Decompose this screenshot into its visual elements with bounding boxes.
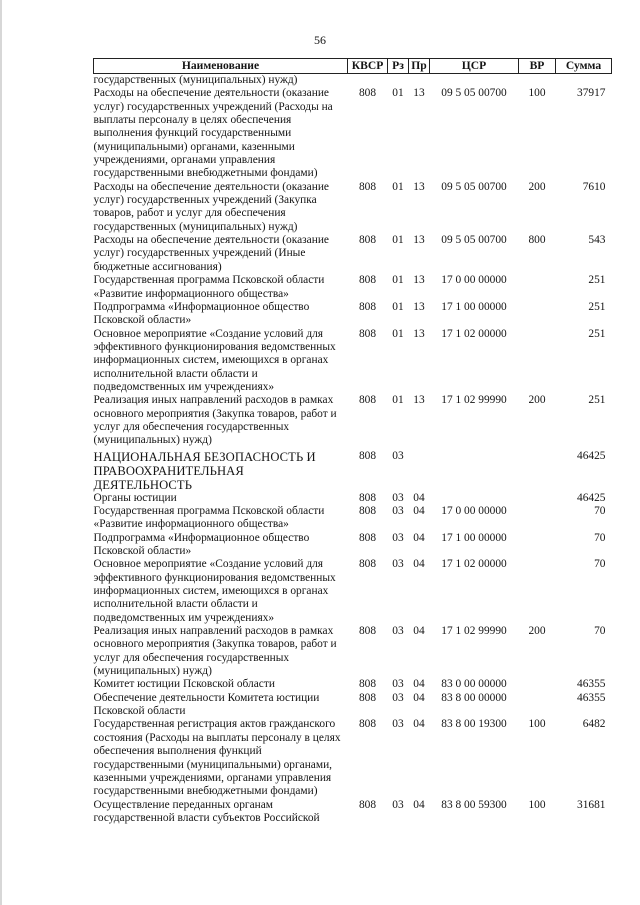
row-rz-cell: 01 xyxy=(392,394,404,407)
header-name: Наименование xyxy=(94,59,348,74)
row-rz-cell: 03 xyxy=(392,678,404,691)
row-vr-cell: 100 xyxy=(528,798,546,811)
row-rz-cell: 03 xyxy=(392,504,404,517)
table-row xyxy=(94,301,612,328)
row-name-cell: Основное мероприятие «Создание условий для эффективного функционирования ведомственных информационных систем, имеющихся в органах исполнительной власти области и подведомственных им учреждениях» xyxy=(93,558,336,624)
row-pr-cell: 04 xyxy=(413,558,425,571)
row-name-cell: Комитет юстиции Псковской области xyxy=(93,678,275,691)
row-rz-cell: 03 xyxy=(392,491,404,504)
header-pr: Пр xyxy=(409,59,430,74)
row-sum-cell: 6482 xyxy=(582,718,606,731)
row-vr-cell xyxy=(519,274,556,301)
row-pr-cell: 13 xyxy=(413,327,425,340)
table-row xyxy=(94,274,612,301)
row-kvsr-cell: 808 xyxy=(358,558,377,571)
row-csr-cell xyxy=(430,448,519,492)
row-name-cell: государственных (муниципальных) нужд) xyxy=(93,74,298,86)
table-row xyxy=(94,74,612,88)
budget-table xyxy=(93,58,612,825)
row-kvsr-cell: 808 xyxy=(358,691,377,704)
row-name-cell: Государственная программа Псковской области «Развитие информационного общества» xyxy=(93,274,325,300)
row-csr-cell xyxy=(430,74,519,88)
table-row xyxy=(94,234,612,274)
row-kvsr-cell: 808 xyxy=(358,327,377,340)
row-pr-cell: 04 xyxy=(413,504,425,517)
row-rz-cell: 01 xyxy=(392,234,404,247)
table-row xyxy=(94,448,612,492)
row-csr-cell: 09 5 05 00700 xyxy=(441,234,507,247)
row-pr-cell: 04 xyxy=(413,531,425,544)
table-header-row xyxy=(94,59,612,74)
row-sum-cell: 251 xyxy=(588,300,606,313)
row-csr-cell: 17 0 00 00000 xyxy=(441,504,507,517)
row-rz-cell: 01 xyxy=(392,327,404,340)
table-row xyxy=(94,718,612,798)
row-csr-cell: 83 0 00 00000 xyxy=(441,678,507,691)
row-csr-cell: 17 1 02 99990 xyxy=(441,625,507,638)
row-csr-cell: 17 1 02 00000 xyxy=(441,558,507,571)
row-name-cell: Расходы на обеспечение деятельности (оказание услуг) государственных учреждений (Закупка товаров, работ и услуг для обеспечения государственных (муниципальных) нужд) xyxy=(93,180,329,233)
row-name-cell: Реализация иных направлений расходов в рамках основного мероприятия (Закупка товаров, работ и услуг для обеспечения государственных (муниципальных) нужд) xyxy=(93,625,337,678)
row-kvsr-cell: 808 xyxy=(358,678,377,691)
row-vr-cell xyxy=(519,692,556,719)
row-rz-cell: 03 xyxy=(392,798,404,811)
row-name-cell: НАЦИОНАЛЬНАЯ БЕЗОПАСНОСТЬ И ПРАВООХРАНИТЕЛЬНАЯ ДЕЯТЕЛЬНОСТЬ xyxy=(93,449,316,492)
row-sum-cell xyxy=(556,74,612,88)
row-kvsr-cell xyxy=(348,74,388,88)
row-sum-cell: 543 xyxy=(588,234,606,247)
row-sum-cell: 70 xyxy=(594,531,606,544)
row-vr-cell: 100 xyxy=(528,87,546,100)
row-csr-cell xyxy=(430,492,519,505)
row-pr-cell: 04 xyxy=(413,798,425,811)
table-row xyxy=(94,328,612,395)
row-rz-cell: 01 xyxy=(392,274,404,287)
row-kvsr-cell: 808 xyxy=(358,300,377,313)
row-vr-cell xyxy=(519,74,556,88)
row-vr-cell xyxy=(519,678,556,691)
row-pr-cell: 13 xyxy=(413,300,425,313)
row-pr-cell xyxy=(409,448,430,492)
table-row xyxy=(94,625,612,678)
table-row xyxy=(94,692,612,719)
row-kvsr-cell: 808 xyxy=(358,531,377,544)
row-kvsr-cell: 808 xyxy=(358,798,377,811)
row-sum-cell: 46355 xyxy=(577,691,606,704)
row-name-cell: Расходы на обеспечение деятельности (оказание услуг) государственных учреждений (Иные бюджетные ассигнования) xyxy=(93,234,329,273)
table-row xyxy=(94,394,612,447)
table-row xyxy=(94,558,612,625)
row-pr-cell: 04 xyxy=(413,491,425,504)
row-kvsr-cell: 808 xyxy=(358,180,377,193)
row-vr-cell xyxy=(519,301,556,328)
row-rz-cell: 01 xyxy=(392,87,404,100)
row-rz-cell: 03 xyxy=(392,531,404,544)
row-name-cell: Обеспечение деятельности Комитета юстиции Псковской области xyxy=(93,691,320,718)
row-csr-cell: 83 8 00 00000 xyxy=(441,691,507,704)
row-pr-cell: 04 xyxy=(413,678,425,691)
table-row xyxy=(94,505,612,532)
row-kvsr-cell: 808 xyxy=(358,504,377,517)
row-rz-cell: 03 xyxy=(392,449,404,462)
row-sum-cell: 46425 xyxy=(577,449,606,462)
table-row xyxy=(94,799,612,826)
row-csr-cell: 17 1 02 00000 xyxy=(441,327,507,340)
row-sum-cell: 46425 xyxy=(577,491,606,504)
row-name-cell: Расходы на обеспечение деятельности (оказание услуг) государственных учреждений (Расходы на выплаты персоналу в целях обеспечения выполнения функций государственными (муниципальными) органами, казенными учреждениями, органами управления государственными внебюджетными фондами) xyxy=(93,87,333,180)
row-pr-cell: 13 xyxy=(413,274,425,287)
row-vr-cell xyxy=(519,328,556,395)
row-vr-cell: 200 xyxy=(528,180,546,193)
row-csr-cell: 17 0 00 00000 xyxy=(441,274,507,287)
row-vr-cell: 800 xyxy=(528,234,546,247)
header-rz: Рз xyxy=(388,59,409,74)
row-vr-cell xyxy=(519,448,556,492)
row-name-cell: Основное мероприятие «Создание условий для эффективного функционирования ведомственных информационных систем, имеющихся в органах исполнительной власти области и подведомственных им учреждениях» xyxy=(93,327,336,393)
row-sum-cell: 70 xyxy=(594,504,606,517)
row-vr-cell: 200 xyxy=(528,625,546,638)
table-row xyxy=(94,678,612,691)
row-pr-cell: 13 xyxy=(413,87,425,100)
header-vr: ВР xyxy=(519,59,556,74)
row-name-cell: Подпрограмма «Информационное общество Псковской области» xyxy=(93,300,310,327)
row-sum-cell: 31681 xyxy=(577,798,606,811)
row-kvsr-cell: 808 xyxy=(358,718,377,731)
row-sum-cell: 251 xyxy=(588,274,606,287)
row-rz-cell: 01 xyxy=(392,300,404,313)
row-vr-cell xyxy=(519,505,556,532)
row-csr-cell: 17 1 00 00000 xyxy=(441,300,507,313)
table-body xyxy=(94,74,612,826)
header-sum: Сумма xyxy=(556,59,612,74)
row-name-cell: Государственная программа Псковской области «Развитие информационного общества» xyxy=(93,504,325,531)
row-name-cell: Реализация иных направлений расходов в рамках основного мероприятия (Закупка товаров, работ и услуг для обеспечения государственных (муниципальных) нужд) xyxy=(93,394,337,447)
row-kvsr-cell: 808 xyxy=(358,87,377,100)
row-sum-cell: 7610 xyxy=(582,180,606,193)
row-name-cell: Осуществление переданных органам государственной власти субъектов Российской xyxy=(93,798,320,824)
row-vr-cell xyxy=(519,558,556,625)
row-sum-cell: 37917 xyxy=(577,87,606,100)
row-name-cell: Государственная регистрация актов гражданского состояния (Расходы на выплаты персоналу в целях обеспечения выполнения функций государственными (муниципальными) органами, казенными учреждениями, органами управления государственными внебюджетными фондами) xyxy=(93,718,341,798)
row-sum-cell: 70 xyxy=(594,625,606,638)
row-sum-cell: 251 xyxy=(588,394,606,407)
header-csr: ЦСР xyxy=(430,59,519,74)
row-pr-cell: 04 xyxy=(413,691,425,704)
row-kvsr-cell: 808 xyxy=(358,449,377,462)
row-csr-cell: 83 8 00 19300 xyxy=(441,718,507,731)
row-vr-cell xyxy=(519,532,556,559)
row-sum-cell: 46355 xyxy=(577,678,606,691)
row-sum-cell: 251 xyxy=(588,327,606,340)
row-csr-cell: 17 1 02 99990 xyxy=(441,394,507,407)
row-vr-cell: 100 xyxy=(528,718,546,731)
row-csr-cell: 09 5 05 00700 xyxy=(441,180,507,193)
row-pr-cell: 04 xyxy=(413,718,425,731)
row-pr-cell xyxy=(409,74,430,88)
row-rz-cell: 01 xyxy=(392,180,404,193)
table-row xyxy=(94,532,612,559)
row-rz-cell: 03 xyxy=(392,625,404,638)
table-row xyxy=(94,87,612,180)
row-rz-cell: 03 xyxy=(392,691,404,704)
row-pr-cell: 13 xyxy=(413,394,425,407)
row-kvsr-cell: 808 xyxy=(358,394,377,407)
row-rz-cell: 03 xyxy=(392,558,404,571)
header-kvsr: КВСР xyxy=(348,59,388,74)
row-csr-cell: 09 5 05 00700 xyxy=(441,87,507,100)
row-kvsr-cell: 808 xyxy=(358,274,377,287)
row-rz-cell: 03 xyxy=(392,718,404,731)
page-number: 56 xyxy=(314,33,326,47)
row-pr-cell: 04 xyxy=(413,625,425,638)
row-name-cell: Органы юстиции xyxy=(93,491,177,504)
row-csr-cell: 17 1 00 00000 xyxy=(441,531,507,544)
table-row xyxy=(94,181,612,234)
scan-edge xyxy=(0,0,2,905)
row-sum-cell: 70 xyxy=(594,558,606,571)
row-kvsr-cell: 808 xyxy=(358,234,377,247)
row-pr-cell: 13 xyxy=(413,234,425,247)
row-rz-cell xyxy=(388,74,409,88)
row-vr-cell: 200 xyxy=(528,394,546,407)
row-csr-cell: 83 8 00 59300 xyxy=(441,798,507,811)
row-kvsr-cell: 808 xyxy=(358,625,377,638)
table-row xyxy=(94,492,612,505)
row-name-cell: Подпрограмма «Информационное общество Псковской области» xyxy=(93,531,310,557)
row-kvsr-cell: 808 xyxy=(358,491,377,504)
row-vr-cell xyxy=(519,492,556,505)
row-pr-cell: 13 xyxy=(413,180,425,193)
